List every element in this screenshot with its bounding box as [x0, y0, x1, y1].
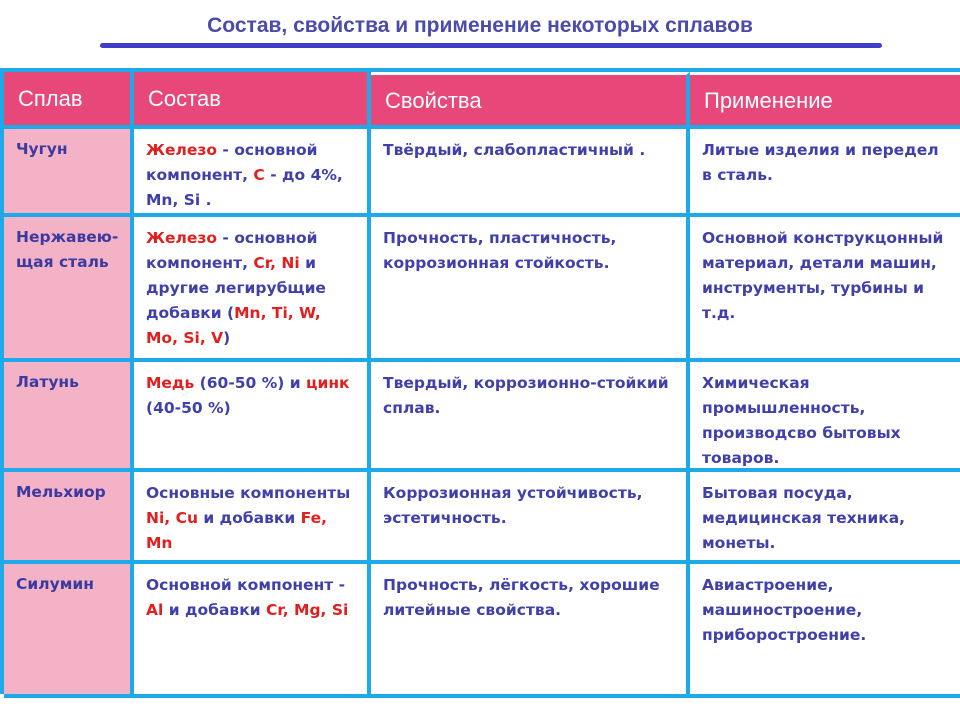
alloy-application: Химическая промышленность, производсво бытовых товаров.	[690, 362, 960, 472]
alloy-name: Чугун	[4, 129, 134, 217]
header-properties: Свойства	[371, 72, 690, 129]
composition-segment: - основной компонент,	[146, 141, 318, 184]
page-title: Состав, свойства и применение некоторых сплавов	[207, 14, 753, 37]
composition-segment: Железо	[146, 229, 218, 247]
composition-segment: Ni, Cu	[146, 509, 198, 527]
composition-segment: Основной компонент -	[146, 576, 346, 594]
composition-segment: Cr, Ni	[253, 254, 300, 272]
alloy-application: Бытовая посуда, медицинская техника, монеты.	[690, 472, 960, 564]
alloy-application: Авиастроение, машиностроение, приборостроение.	[690, 564, 960, 698]
composition-segment: - до 4%, Mn, Si .	[146, 166, 343, 209]
alloy-properties: Коррозионная устойчивость, эстетичность.	[371, 472, 690, 564]
alloy-composition	[134, 362, 371, 472]
composition-segment: Al	[146, 601, 164, 619]
alloy-properties: Твёрдый, слабопластичный .	[371, 129, 690, 217]
alloy-properties: Прочность, пластичность, коррозионная стойкость.	[371, 217, 690, 362]
alloy-composition	[134, 129, 371, 217]
composition-segment: и другие легирубщие добавки (	[146, 254, 326, 322]
header-alloy: Сплав	[4, 72, 134, 129]
alloy-properties: Твердый, коррозионно-стойкий сплав.	[371, 362, 690, 472]
composition-segment: Mn, Ti, W, Mo, Si, V	[146, 304, 321, 347]
composition-segment: и добавки	[163, 601, 266, 619]
composition-segment: Cr, Mg, Si	[266, 601, 349, 619]
alloys-table	[0, 68, 960, 694]
header-composition: Состав	[134, 72, 371, 129]
alloy-name: Силумин	[4, 564, 134, 698]
alloy-application: Основной конструкцонный материал, детали машин, инструменты, турбины и т.д.	[690, 217, 960, 362]
composition-segment: Медь	[146, 374, 195, 392]
composition-segment: цинк	[305, 374, 350, 392]
alloy-name: Мельхиор	[4, 472, 134, 564]
composition-segment: С	[253, 166, 265, 184]
composition-segment: (40-50 %)	[146, 399, 231, 417]
composition-segment: и добавки	[197, 509, 301, 527]
title-underline	[100, 43, 882, 48]
composition-segment: (60-50 %) и	[194, 374, 306, 392]
alloy-name: Латунь	[4, 362, 134, 472]
composition-segment: )	[223, 329, 231, 347]
alloy-composition	[134, 217, 371, 362]
composition-segment: Fe, Mn	[146, 509, 328, 552]
header-application: Применение	[690, 72, 960, 129]
alloy-composition	[134, 564, 371, 698]
alloy-name: Нержавею-щая сталь	[4, 217, 134, 362]
alloy-composition	[134, 472, 371, 564]
alloy-application: Литые изделия и передел в сталь.	[690, 129, 960, 217]
alloy-properties: Прочность, лёгкость, хорошие литейные свойства.	[371, 564, 690, 698]
composition-segment: - основной компонент,	[146, 229, 318, 272]
composition-segment: Основные компоненты	[146, 484, 351, 502]
composition-segment: Железо	[146, 141, 218, 159]
